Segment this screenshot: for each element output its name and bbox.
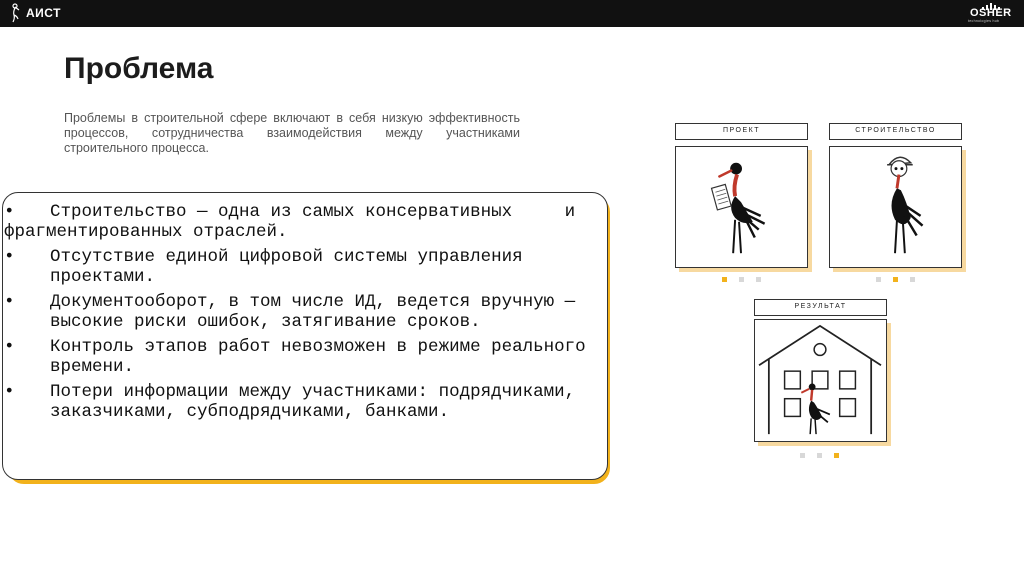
result-progress-dots — [800, 453, 839, 458]
list-item-text: Контроль этапов работ невозможен в режиме реального времени. — [50, 337, 586, 377]
progress-dot-active — [834, 453, 839, 458]
construction-card-label: СТРОИТЕЛЬСТВО — [829, 123, 962, 140]
bullet-marker: • — [4, 292, 15, 312]
project-progress-dots — [722, 277, 761, 282]
list-item — [4, 383, 588, 422]
progress-dot-active — [893, 277, 898, 282]
list-item-text: Документооборот, в том числе ИД, ведется вручную — высокие риски ошибок, затягивание сроков. — [50, 292, 576, 332]
construction-progress-dots — [876, 277, 915, 282]
problem-list — [4, 203, 588, 428]
stork-with-helmet-icon — [830, 147, 961, 267]
list-item-text: Потери информации между участниками: подрядчиками, заказчиками, субподрядчиками, банками. — [50, 382, 576, 422]
bullet-marker: • — [4, 382, 15, 402]
intro-paragraph: Проблемы в строительной сфере включают в себя низкую эффективность процессов, сотрудничества взаимодействия между участниками строительного процесса. — [64, 111, 520, 155]
brand-name: OSHER — [970, 7, 1012, 19]
progress-dot-active — [722, 277, 727, 282]
list-item-text: Отсутствие единой цифровой системы управления проектами. — [50, 247, 523, 287]
list-item — [4, 338, 588, 377]
progress-dot — [756, 277, 761, 282]
progress-dot — [910, 277, 915, 282]
stork-logo-icon — [8, 3, 22, 23]
house-with-stork-icon — [755, 320, 886, 441]
bullet-marker: • — [4, 202, 15, 222]
result-card — [754, 319, 887, 442]
top-bar — [0, 0, 1024, 27]
list-item — [4, 203, 588, 242]
result-card-label: РЕЗУЛЬТАТ — [754, 299, 887, 316]
brand-subtitle: technologies hub — [968, 19, 1000, 23]
progress-dot — [739, 277, 744, 282]
bullet-marker: • — [4, 247, 15, 267]
progress-dot — [800, 453, 805, 458]
page-title: Проблема — [64, 52, 214, 85]
brand-logo[interactable] — [964, 2, 1016, 26]
list-item — [4, 248, 588, 287]
stork-with-document-icon — [676, 147, 807, 267]
app-title: АИСТ — [26, 6, 61, 20]
project-card — [675, 146, 808, 268]
list-item — [4, 293, 588, 332]
bullet-marker: • — [4, 337, 15, 357]
app-logo[interactable] — [8, 3, 61, 23]
progress-dot — [876, 277, 881, 282]
construction-card — [829, 146, 962, 268]
list-item-text: Строительство — одна из самых консервативных и фрагментированных отраслей. — [4, 202, 586, 242]
project-card-label: ПРОЕКТ — [675, 123, 808, 140]
progress-dot — [817, 453, 822, 458]
